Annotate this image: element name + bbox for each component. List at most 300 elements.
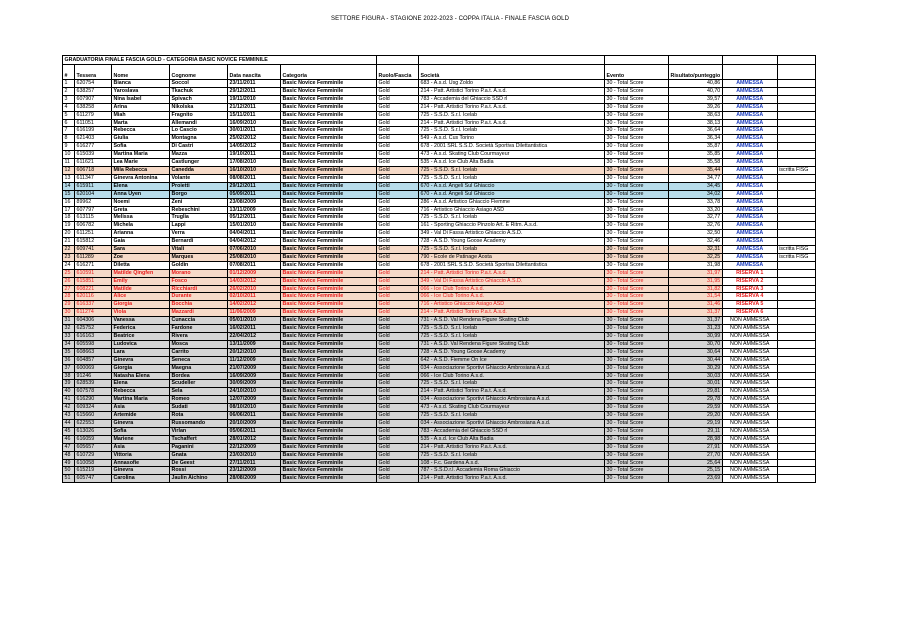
- cell-n: 24: [63, 261, 75, 269]
- cell-cognome: Mazzardi: [170, 309, 228, 317]
- cell-cat: Basic Novice Femminile: [281, 127, 377, 135]
- cell-tessera: 607578: [75, 388, 112, 396]
- cell-cat: Basic Novice Femminile: [281, 388, 377, 396]
- cell-societa: 214 - Patt. Artistici Torino P.a.t. A.s.d.: [419, 119, 605, 127]
- cell-n: 8: [63, 135, 75, 143]
- cell-cognome: Cunaccia: [170, 317, 228, 325]
- cell-societa: 214 - Patt. Artistici Torino P.a.t. A.s.d.: [419, 443, 605, 451]
- cell-cat: Basic Novice Femminile: [281, 325, 377, 333]
- cell-data: 24/10/2010: [228, 388, 281, 396]
- cell-tessera: 606782: [75, 222, 112, 230]
- cell-ris: 30,70: [669, 340, 723, 348]
- table-row: [63, 87, 816, 95]
- cell-data: 14/03/2012: [228, 277, 281, 285]
- cell-nota: [777, 159, 815, 167]
- cell-nome: Michela: [112, 222, 170, 230]
- cell-nota: [777, 190, 815, 198]
- cell-cat: Basic Novice Femminile: [281, 293, 377, 301]
- cell-nome: Emily: [112, 277, 170, 285]
- cell-nome: Martina Maria: [112, 151, 170, 159]
- cell-nota: [777, 412, 815, 420]
- cell-nome: Giorgia: [112, 301, 170, 309]
- cell-nota: [777, 435, 815, 443]
- cell-nota: [777, 317, 815, 325]
- cell-esito: AMMESSA: [722, 206, 777, 214]
- cell-cognome: Nikolska: [170, 103, 228, 111]
- cell-data: 17/08/2010: [228, 159, 281, 167]
- cell-cognome: Bocchia: [170, 301, 228, 309]
- cell-evento: 30 - Total Score: [605, 246, 669, 254]
- cell-nome: Sofia: [112, 143, 170, 151]
- cell-esito: AMMESSA: [722, 261, 777, 269]
- cell-cognome: Morano: [170, 269, 228, 277]
- cell-ris: 30,03: [669, 372, 723, 380]
- cell-ris: 32,76: [669, 222, 723, 230]
- cell-data: 04/04/2011: [228, 230, 281, 238]
- cell-esito: AMMESSA: [722, 103, 777, 111]
- cell-nota: [777, 293, 815, 301]
- cell-data: 19/11/2010: [228, 95, 281, 103]
- cell-cat: Basic Novice Femminile: [281, 364, 377, 372]
- cell-n: 30: [63, 309, 75, 317]
- cell-data: 05/06/2011: [228, 427, 281, 435]
- cell-esito: NON AMMESSA: [722, 325, 777, 333]
- cell-societa: 716 - Artistico Ghiaccio Asiago ASD: [419, 301, 605, 309]
- table-row: [63, 404, 816, 412]
- cell-nota: [777, 372, 815, 380]
- cell-societa: 790 - Ecole de Patinage Aosta: [419, 253, 605, 261]
- cell-ruolo: Gold: [377, 143, 419, 151]
- table-row: [63, 222, 816, 230]
- cell-cognome: Lo Cascio: [170, 127, 228, 135]
- cell-tessera: 615660: [75, 412, 112, 420]
- cell-cognome: Carrito: [170, 348, 228, 356]
- cell-esito: AMMESSA: [722, 127, 777, 135]
- cell-cat: Basic Novice Femminile: [281, 285, 377, 293]
- cell-nome: Annasofie: [112, 459, 170, 467]
- cell-evento: 30 - Total Score: [605, 467, 669, 475]
- table-row: [63, 182, 816, 190]
- cell-nota: iscritta FISG: [777, 166, 815, 174]
- cell-societa: 108 - F.c. Gardena A.s.d.: [419, 459, 605, 467]
- cell-cat: Basic Novice Femminile: [281, 348, 377, 356]
- header-cell: Ruolo/Fascia: [377, 65, 419, 80]
- cell-cognome: Virlan: [170, 427, 228, 435]
- cell-ris: 25,15: [669, 467, 723, 475]
- cell-tessera: 620116: [75, 293, 112, 301]
- cell-n: 48: [63, 451, 75, 459]
- cell-esito: NON AMMESSA: [722, 443, 777, 451]
- cell-evento: 30 - Total Score: [605, 443, 669, 451]
- cell-nota: [777, 285, 815, 293]
- cell-cat: Basic Novice Femminile: [281, 206, 377, 214]
- cell-tessera: 628539: [75, 380, 112, 388]
- cell-nome: Natasha Elena: [112, 372, 170, 380]
- cell-cat: Basic Novice Femminile: [281, 269, 377, 277]
- cell-nota: [777, 206, 815, 214]
- cell-nota: iscritta FISG: [777, 253, 815, 261]
- cell-ruolo: Gold: [377, 182, 419, 190]
- cell-nota: [777, 451, 815, 459]
- cell-societa: 349 - Val Di Fassa Artistico Ghiaccio A.S.D.: [419, 230, 605, 238]
- cell-esito: NON AMMESSA: [722, 404, 777, 412]
- cell-societa: 214 - Patt. Artistici Torino P.a.t. A.s.d.: [419, 269, 605, 277]
- cell-nome: Anna Uyen: [112, 190, 170, 198]
- cell-ris: 38,63: [669, 111, 723, 119]
- cell-ruolo: Gold: [377, 380, 419, 388]
- cell-ris: 31,46: [669, 301, 723, 309]
- table-row: [63, 261, 816, 269]
- cell-esito: NON AMMESSA: [722, 412, 777, 420]
- cell-nome: Matilde: [112, 285, 170, 293]
- cell-nota: [777, 111, 815, 119]
- cell-esito: AMMESSA: [722, 135, 777, 143]
- cell-tessera: 616277: [75, 143, 112, 151]
- cell-cat: Basic Novice Femminile: [281, 475, 377, 483]
- cell-esito: AMMESSA: [722, 222, 777, 230]
- cell-data: 15/11/2011: [228, 111, 281, 119]
- cell-nome: Ginevra Antonina: [112, 174, 170, 182]
- cell-data: 20/12/2010: [228, 348, 281, 356]
- cell-esito: AMMESSA: [722, 119, 777, 127]
- cell-societa: 787 - S.S.D.r.l. Accademia Roma Ghiaccio: [419, 467, 605, 475]
- cell-cat: Basic Novice Femminile: [281, 190, 377, 198]
- cell-esito: RISERVA 3: [722, 285, 777, 293]
- cell-ruolo: Gold: [377, 277, 419, 285]
- cell-nota: [777, 127, 815, 135]
- cell-esito: AMMESSA: [722, 214, 777, 222]
- cell-cognome: Verra: [170, 230, 228, 238]
- cell-tessera: 615219: [75, 467, 112, 475]
- cell-tessera: 615851: [75, 277, 112, 285]
- cell-cat: Basic Novice Femminile: [281, 182, 377, 190]
- cell-esito: NON AMMESSA: [722, 396, 777, 404]
- cell-cognome: Rivera: [170, 333, 228, 341]
- cell-societa: 286 - A.s.d. Artistico Ghiaccio Fiemme: [419, 198, 605, 206]
- cell-esito: NON AMMESSA: [722, 364, 777, 372]
- cell-cognome: Di Castri: [170, 143, 228, 151]
- cell-nota: [777, 380, 815, 388]
- cell-ruolo: Gold: [377, 293, 419, 301]
- cell-esito: AMMESSA: [722, 190, 777, 198]
- cell-evento: 30 - Total Score: [605, 151, 669, 159]
- cell-ruolo: Gold: [377, 111, 419, 119]
- cell-cat: Basic Novice Femminile: [281, 238, 377, 246]
- cell-nota: [777, 325, 815, 333]
- cell-tessera: 608663: [75, 348, 112, 356]
- cell-nota: [777, 119, 815, 127]
- cell-evento: 30 - Total Score: [605, 451, 669, 459]
- cell-data: 08/10/2010: [228, 404, 281, 412]
- cell-data: 06/06/2011: [228, 412, 281, 420]
- cell-nome: Nina Isabel: [112, 95, 170, 103]
- cell-ruolo: Gold: [377, 372, 419, 380]
- cell-n: 50: [63, 467, 75, 475]
- cell-tessera: 608221: [75, 285, 112, 293]
- cell-cat: Basic Novice Femminile: [281, 230, 377, 238]
- cell-data: 12/07/2009: [228, 396, 281, 404]
- cell-ris: 33,78: [669, 198, 723, 206]
- cell-data: 22/12/2009: [228, 443, 281, 451]
- cell-evento: 30 - Total Score: [605, 182, 669, 190]
- cell-nome: Rebecca: [112, 127, 170, 135]
- cell-societa: 716 - Artistico Ghiaccio Asiago ASD: [419, 206, 605, 214]
- cell-ris: 29,59: [669, 404, 723, 412]
- cell-evento: 30 - Total Score: [605, 80, 669, 88]
- cell-esito: AMMESSA: [722, 253, 777, 261]
- cell-n: 12: [63, 166, 75, 174]
- cell-tessera: 604857: [75, 356, 112, 364]
- cell-societa: 725 - S.S.D. S.r.l. Icelab: [419, 412, 605, 420]
- cell-ris: 31,37: [669, 317, 723, 325]
- header-cell: #: [63, 65, 75, 80]
- cell-n: 13: [63, 174, 75, 182]
- cell-n: 27: [63, 285, 75, 293]
- cell-ruolo: Gold: [377, 348, 419, 356]
- cell-cognome: Ricchiardi: [170, 285, 228, 293]
- cell-evento: 30 - Total Score: [605, 277, 669, 285]
- table-row: [63, 253, 816, 261]
- cell-ris: 30,29: [669, 364, 723, 372]
- cell-ris: 29,20: [669, 412, 723, 420]
- cell-n: 35: [63, 348, 75, 356]
- cell-nota: [777, 419, 815, 427]
- cell-tessera: 607907: [75, 95, 112, 103]
- cell-n: 20: [63, 230, 75, 238]
- cell-tessera: 89962: [75, 198, 112, 206]
- cell-societa: 066 - Ice Club Torino A.s.d.: [419, 293, 605, 301]
- table-row: [63, 340, 816, 348]
- cell-ris: 28,98: [669, 435, 723, 443]
- table-row: [63, 80, 816, 88]
- cell-ruolo: Gold: [377, 364, 419, 372]
- cell-tessera: 91246: [75, 372, 112, 380]
- cell-evento: 30 - Total Score: [605, 174, 669, 182]
- cell-ris: 32,46: [669, 238, 723, 246]
- cell-n: 4: [63, 103, 75, 111]
- cell-ruolo: Gold: [377, 103, 419, 111]
- cell-evento: 30 - Total Score: [605, 364, 669, 372]
- cell-esito: RISERVA 1: [722, 269, 777, 277]
- cell-ris: 30,44: [669, 356, 723, 364]
- cell-nota: [777, 214, 815, 222]
- cell-ruolo: Gold: [377, 285, 419, 293]
- cell-ruolo: Gold: [377, 190, 419, 198]
- cell-ris: 29,81: [669, 388, 723, 396]
- cell-nota: [777, 230, 815, 238]
- cell-ris: 30,64: [669, 348, 723, 356]
- cell-societa: 535 - A.s.d. Ice Club Alta Badia: [419, 159, 605, 167]
- cell-cognome: Jaulin Aichino: [170, 475, 228, 483]
- cell-evento: 30 - Total Score: [605, 388, 669, 396]
- table-row: [63, 159, 816, 167]
- cell-data: 01/12/2009: [228, 269, 281, 277]
- cell-n: 26: [63, 277, 75, 285]
- cell-data: 07/06/2010: [228, 246, 281, 254]
- cell-ruolo: Gold: [377, 238, 419, 246]
- cell-tessera: 625752: [75, 325, 112, 333]
- cell-nota: [777, 340, 815, 348]
- cell-tessera: 610729: [75, 451, 112, 459]
- cell-cat: Basic Novice Femminile: [281, 467, 377, 475]
- cell-cat: Basic Novice Femminile: [281, 261, 377, 269]
- cell-cat: Basic Novice Femminile: [281, 159, 377, 167]
- cell-cat: Basic Novice Femminile: [281, 143, 377, 151]
- cell-tessera: 605747: [75, 475, 112, 483]
- cell-cognome: Soccol: [170, 80, 228, 88]
- cell-evento: 30 - Total Score: [605, 404, 669, 412]
- cell-nota: [777, 333, 815, 341]
- cell-ris: 32,25: [669, 253, 723, 261]
- cell-evento: 30 - Total Score: [605, 309, 669, 317]
- table-row: [63, 364, 816, 372]
- cell-evento: 30 - Total Score: [605, 301, 669, 309]
- cell-nome: Martina Maria: [112, 396, 170, 404]
- cell-data: 21/07/2009: [228, 364, 281, 372]
- header-cell: Cognome: [170, 65, 228, 80]
- cell-esito: AMMESSA: [722, 246, 777, 254]
- cell-n: 1: [63, 80, 75, 88]
- table-row: [63, 388, 816, 396]
- cell-societa: 161 - Sporting Ghiaccio Pinzolo Art. E Ritm. A.s.d.: [419, 222, 605, 230]
- cell-ris: 35,44: [669, 166, 723, 174]
- cell-esito: AMMESSA: [722, 238, 777, 246]
- cell-cognome: Paganini: [170, 443, 228, 451]
- cell-cognome: Allemandi: [170, 119, 228, 127]
- cell-cat: Basic Novice Femminile: [281, 135, 377, 143]
- cell-cognome: Fragnito: [170, 111, 228, 119]
- cell-evento: 30 - Total Score: [605, 293, 669, 301]
- cell-societa: 066 - Ice Club Torino A.s.d.: [419, 372, 605, 380]
- cell-ruolo: Gold: [377, 151, 419, 159]
- cell-cat: Basic Novice Femminile: [281, 222, 377, 230]
- cell-ruolo: Gold: [377, 230, 419, 238]
- cell-nota: [777, 427, 815, 435]
- cell-esito: NON AMMESSA: [722, 356, 777, 364]
- cell-data: 22/04/2012: [228, 333, 281, 341]
- cell-tessera: 616199: [75, 127, 112, 135]
- cell-n: 6: [63, 119, 75, 127]
- cell-ruolo: Gold: [377, 261, 419, 269]
- cell-tessera: 616290: [75, 396, 112, 404]
- cell-societa: 535 - A.s.d. Ice Club Alta Badia: [419, 435, 605, 443]
- cell-societa: 034 - Associazione Sportivi Ghiaccio Ambrosiana A.s.d.: [419, 419, 605, 427]
- cell-nome: Yaroslava: [112, 87, 170, 95]
- cell-data: 21/12/2011: [228, 103, 281, 111]
- cell-nome: Ludovica: [112, 340, 170, 348]
- cell-societa: 214 - Patt. Artistici Torino P.a.t. A.s.d.: [419, 388, 605, 396]
- cell-ruolo: Gold: [377, 214, 419, 222]
- cell-esito: NON AMMESSA: [722, 435, 777, 443]
- cell-nome: Asia: [112, 404, 170, 412]
- cell-ris: 40,86: [669, 80, 723, 88]
- cell-ruolo: Gold: [377, 222, 419, 230]
- cell-ruolo: Gold: [377, 419, 419, 427]
- cell-societa: 214 - Patt. Artistici Torino P.a.t. A.s.d.: [419, 309, 605, 317]
- cell-n: 40: [63, 388, 75, 396]
- cell-nome: Artemide: [112, 412, 170, 420]
- cell-cat: Basic Novice Femminile: [281, 396, 377, 404]
- cell-data: 11/06/2009: [228, 309, 281, 317]
- cell-tessera: 611251: [75, 230, 112, 238]
- cell-evento: 30 - Total Score: [605, 261, 669, 269]
- cell-n: 11: [63, 159, 75, 167]
- header-cell: Evento: [605, 65, 669, 80]
- cell-ris: 34,45: [669, 182, 723, 190]
- cell-cognome: Romeo: [170, 396, 228, 404]
- cell-tessera: 613115: [75, 214, 112, 222]
- cell-n: 31: [63, 317, 75, 325]
- cell-ris: 36,34: [669, 135, 723, 143]
- cell-data: 25/08/2010: [228, 253, 281, 261]
- cell-nome: Melissa: [112, 214, 170, 222]
- cell-esito: AMMESSA: [722, 111, 777, 119]
- cell-societa: 725 - S.S.D. S.r.l. Icelab: [419, 333, 605, 341]
- table-row: [63, 269, 816, 277]
- cell-esito: AMMESSA: [722, 80, 777, 88]
- cell-tessera: 611279: [75, 111, 112, 119]
- cell-evento: 30 - Total Score: [605, 475, 669, 483]
- cell-nota: [777, 143, 815, 151]
- cell-nome: Matilde Qingfen: [112, 269, 170, 277]
- cell-data: 13/11/2009: [228, 206, 281, 214]
- cell-cat: Basic Novice Femminile: [281, 103, 377, 111]
- cell-ris: 34,77: [669, 174, 723, 182]
- cell-ris: 33,20: [669, 206, 723, 214]
- cell-nota: [777, 238, 815, 246]
- cell-ruolo: Gold: [377, 317, 419, 325]
- cell-cognome: Fardone: [170, 325, 228, 333]
- cell-tessera: 615039: [75, 151, 112, 159]
- table-row: [63, 443, 816, 451]
- table-row: [63, 230, 816, 238]
- cell-ruolo: Gold: [377, 309, 419, 317]
- cell-cat: Basic Novice Femminile: [281, 419, 377, 427]
- cell-ris: 40,70: [669, 87, 723, 95]
- cell-nota: [777, 269, 815, 277]
- cell-data: 16/09/2010: [228, 119, 281, 127]
- header-cell: Categoria: [281, 65, 377, 80]
- cell-cat: Basic Novice Femminile: [281, 340, 377, 348]
- table-row: [63, 475, 816, 483]
- cell-ris: 39,57: [669, 95, 723, 103]
- cell-ris: 31,37: [669, 309, 723, 317]
- cell-tessera: 611621: [75, 159, 112, 167]
- cell-ruolo: Gold: [377, 404, 419, 412]
- cell-nome: Carolina: [112, 475, 170, 483]
- cell-cat: Basic Novice Femminile: [281, 174, 377, 182]
- cell-ruolo: Gold: [377, 356, 419, 364]
- cell-ruolo: Gold: [377, 475, 419, 483]
- cell-tessera: 610058: [75, 459, 112, 467]
- cell-cognome: Bordea: [170, 372, 228, 380]
- cell-societa: 728 - A.S.D. Young Goose Academy: [419, 238, 605, 246]
- cell-data: 05/01/2010: [228, 317, 281, 325]
- cell-nota: [777, 151, 815, 159]
- cell-ruolo: Gold: [377, 427, 419, 435]
- table-row: [63, 246, 816, 254]
- table-row: [63, 325, 816, 333]
- cell-cognome: Montagna: [170, 135, 228, 143]
- cell-data: 20/10/2009: [228, 419, 281, 427]
- cell-esito: NON AMMESSA: [722, 451, 777, 459]
- cell-nota: [777, 135, 815, 143]
- cell-societa: 034 - Associazione Sportivi Ghiaccio Ambrosiana A.s.d.: [419, 396, 605, 404]
- table-row: [63, 95, 816, 103]
- cell-esito: AMMESSA: [722, 151, 777, 159]
- cell-ris: 32,31: [669, 246, 723, 254]
- cell-n: 14: [63, 182, 75, 190]
